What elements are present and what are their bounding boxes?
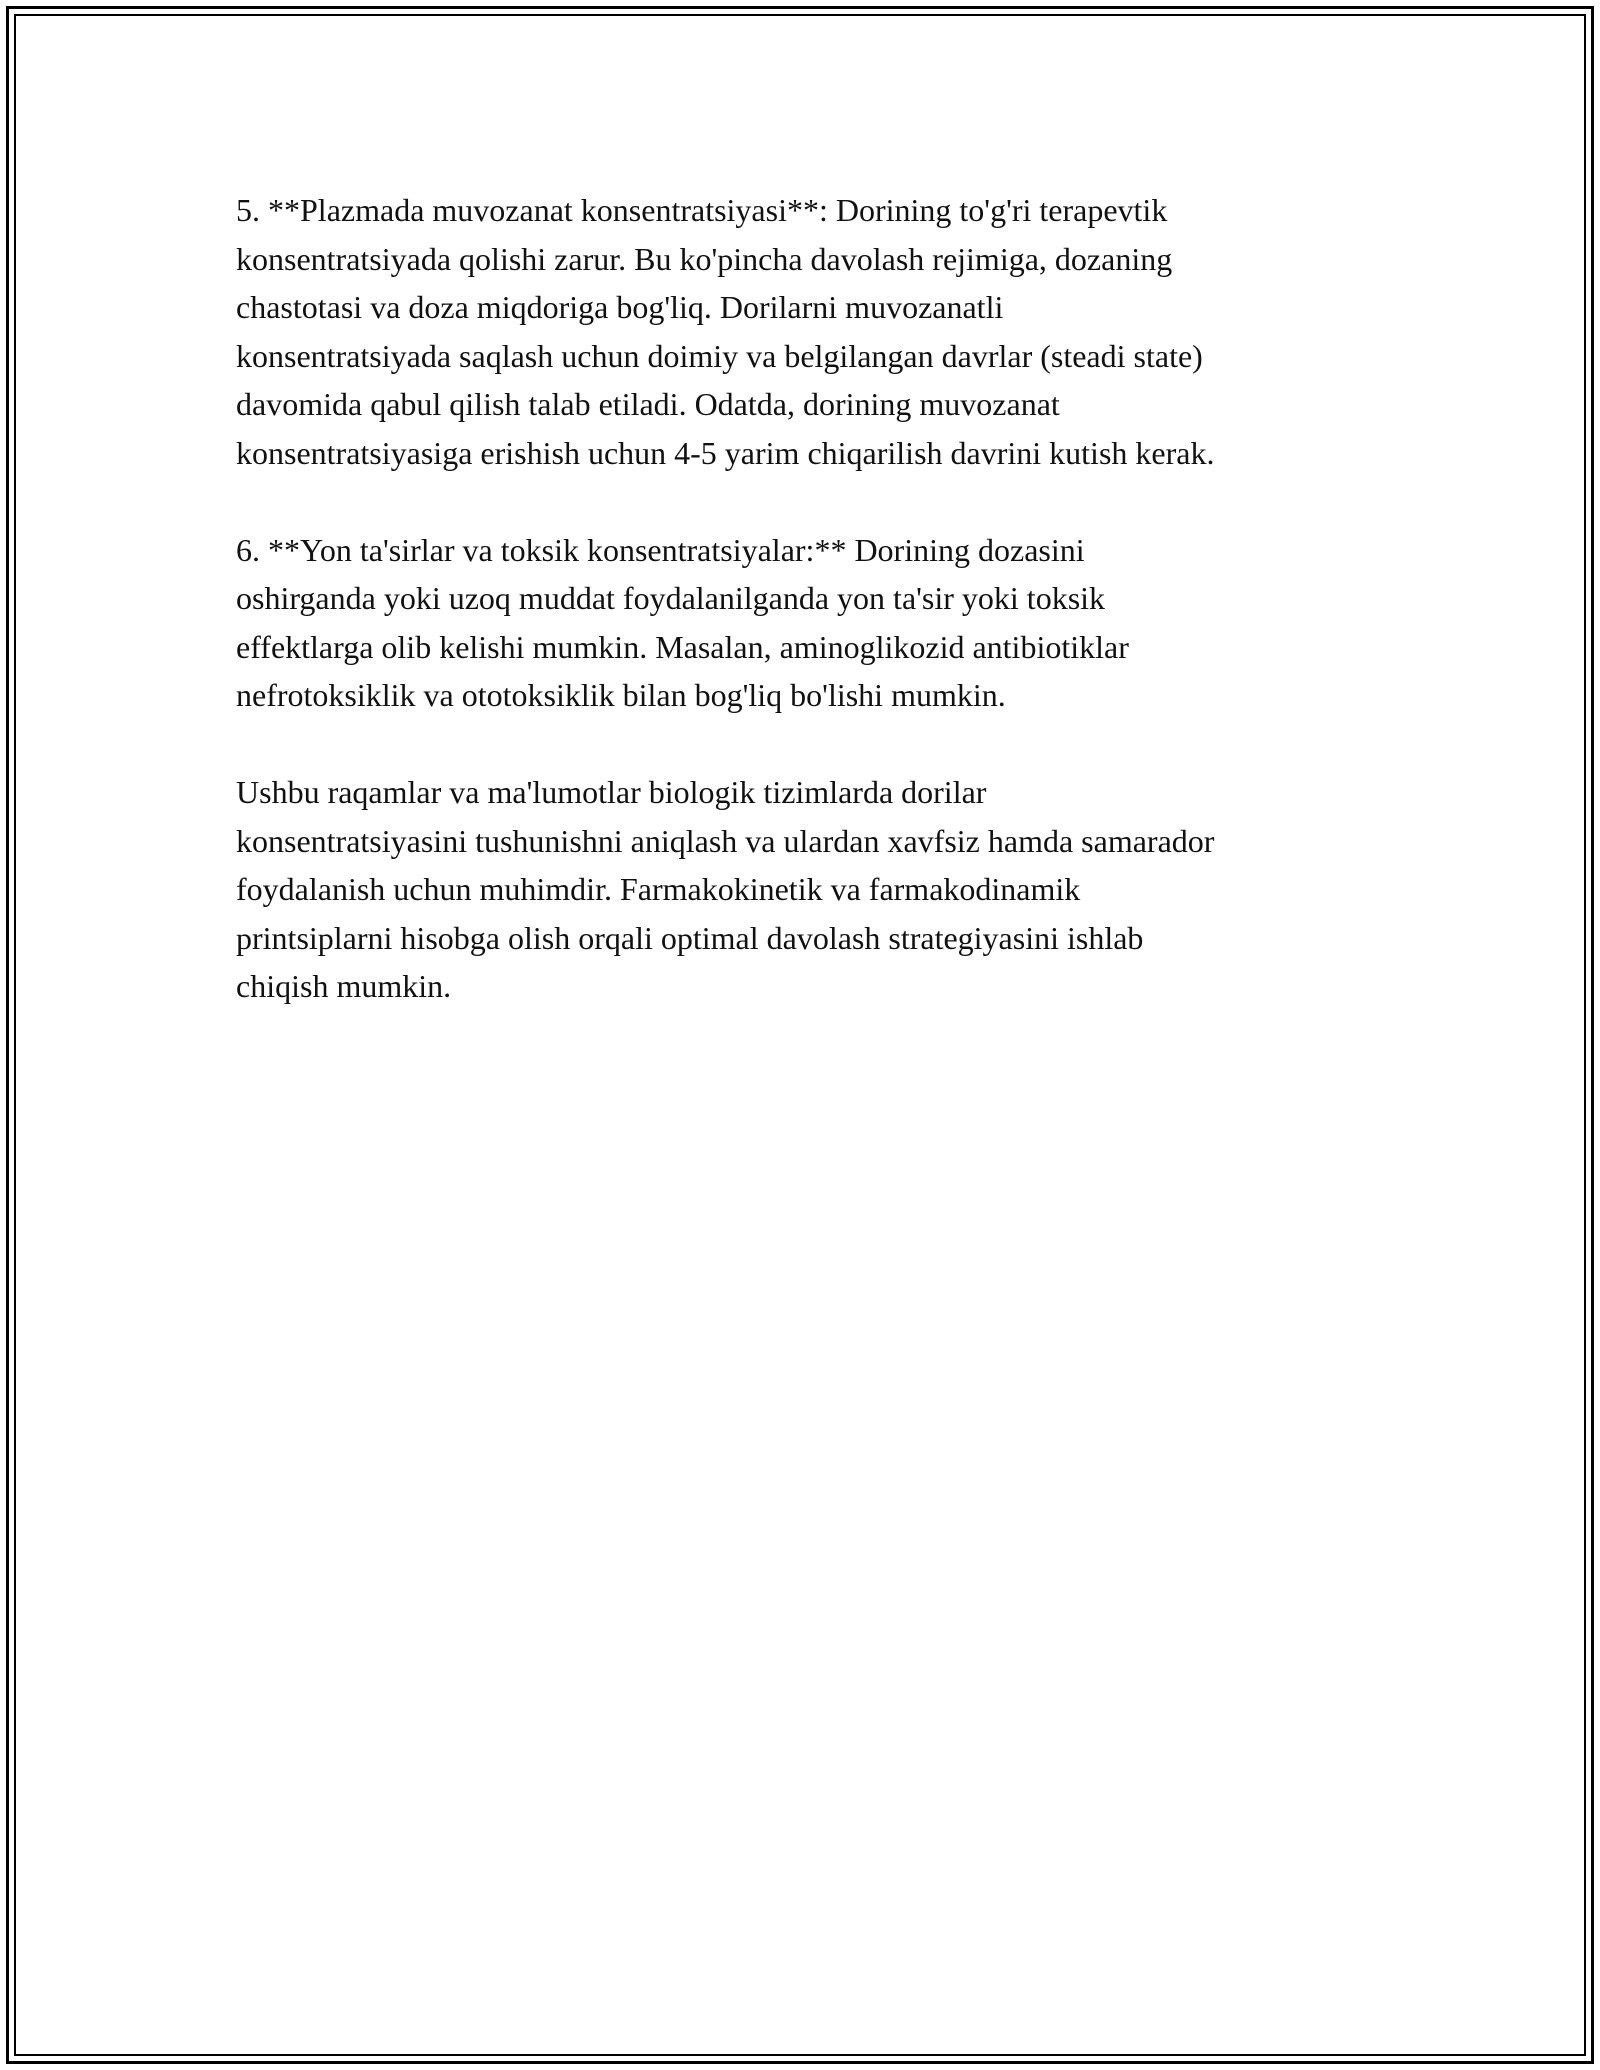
- text-line: konsentratsiyasini tushunishni aniqlash va ulardan xavfsiz hamda samarador: [236, 822, 1215, 859]
- text-line: chastotasi va doza miqdoriga bog'liq. Dorilarni muvozanatli: [236, 289, 1004, 325]
- text-line: 5. **Plazmada muvozanat konsentratsiyasi**: Dorining to'g'ri terapevtik: [236, 192, 1168, 228]
- paragraph-side-effects: [236, 526, 1366, 720]
- text-line: konsentratsiyasiga erishish uchun 4-5 yarim chiqarilish davrini kutish kerak.: [236, 434, 1215, 471]
- text-line: foydalanish uchun muhimdir. Farmakokinetik va farmakodinamik: [236, 871, 1081, 907]
- text-line: davomida qabul qilish talab etiladi. Odatda, dorining muvozanat: [236, 386, 1060, 422]
- text-line: oshirganda yoki uzoq muddat foydalanilganda yon ta'sir yoki toksik: [236, 580, 1106, 616]
- paragraph-conclusion: [236, 768, 1366, 1011]
- text-line: konsentratsiyada qolishi zarur. Bu ko'pincha davolash rejimiga, dozaning: [236, 240, 1173, 277]
- paragraph-plasma-steady-state: [236, 186, 1366, 477]
- text-line: effektlarga olib kelishi mumkin. Masalan, aminoglikozid antibiotiklar: [236, 628, 1129, 665]
- text-line: Ushbu raqamlar va ma'lumotlar biologik tizimlarda dorilar: [236, 774, 987, 810]
- text-line: chiqish mumkin.: [236, 968, 452, 1004]
- text-line: 6. **Yon ta'sirlar va toksik konsentratsiyalar:** Dorining dozasini: [236, 531, 1085, 568]
- text-line: printsiplarni hisobga olish orqali optimal davolash strategiyasini ishlab: [236, 919, 1144, 956]
- text-line: konsentratsiyada saqlash uchun doimiy va belgilangan davrlar (steadi state): [236, 337, 1203, 374]
- document-body: [236, 186, 1366, 1059]
- text-line: nefrotoksiklik va ototoksiklik bilan bog'liq bo'lishi mumkin.: [236, 677, 1006, 713]
